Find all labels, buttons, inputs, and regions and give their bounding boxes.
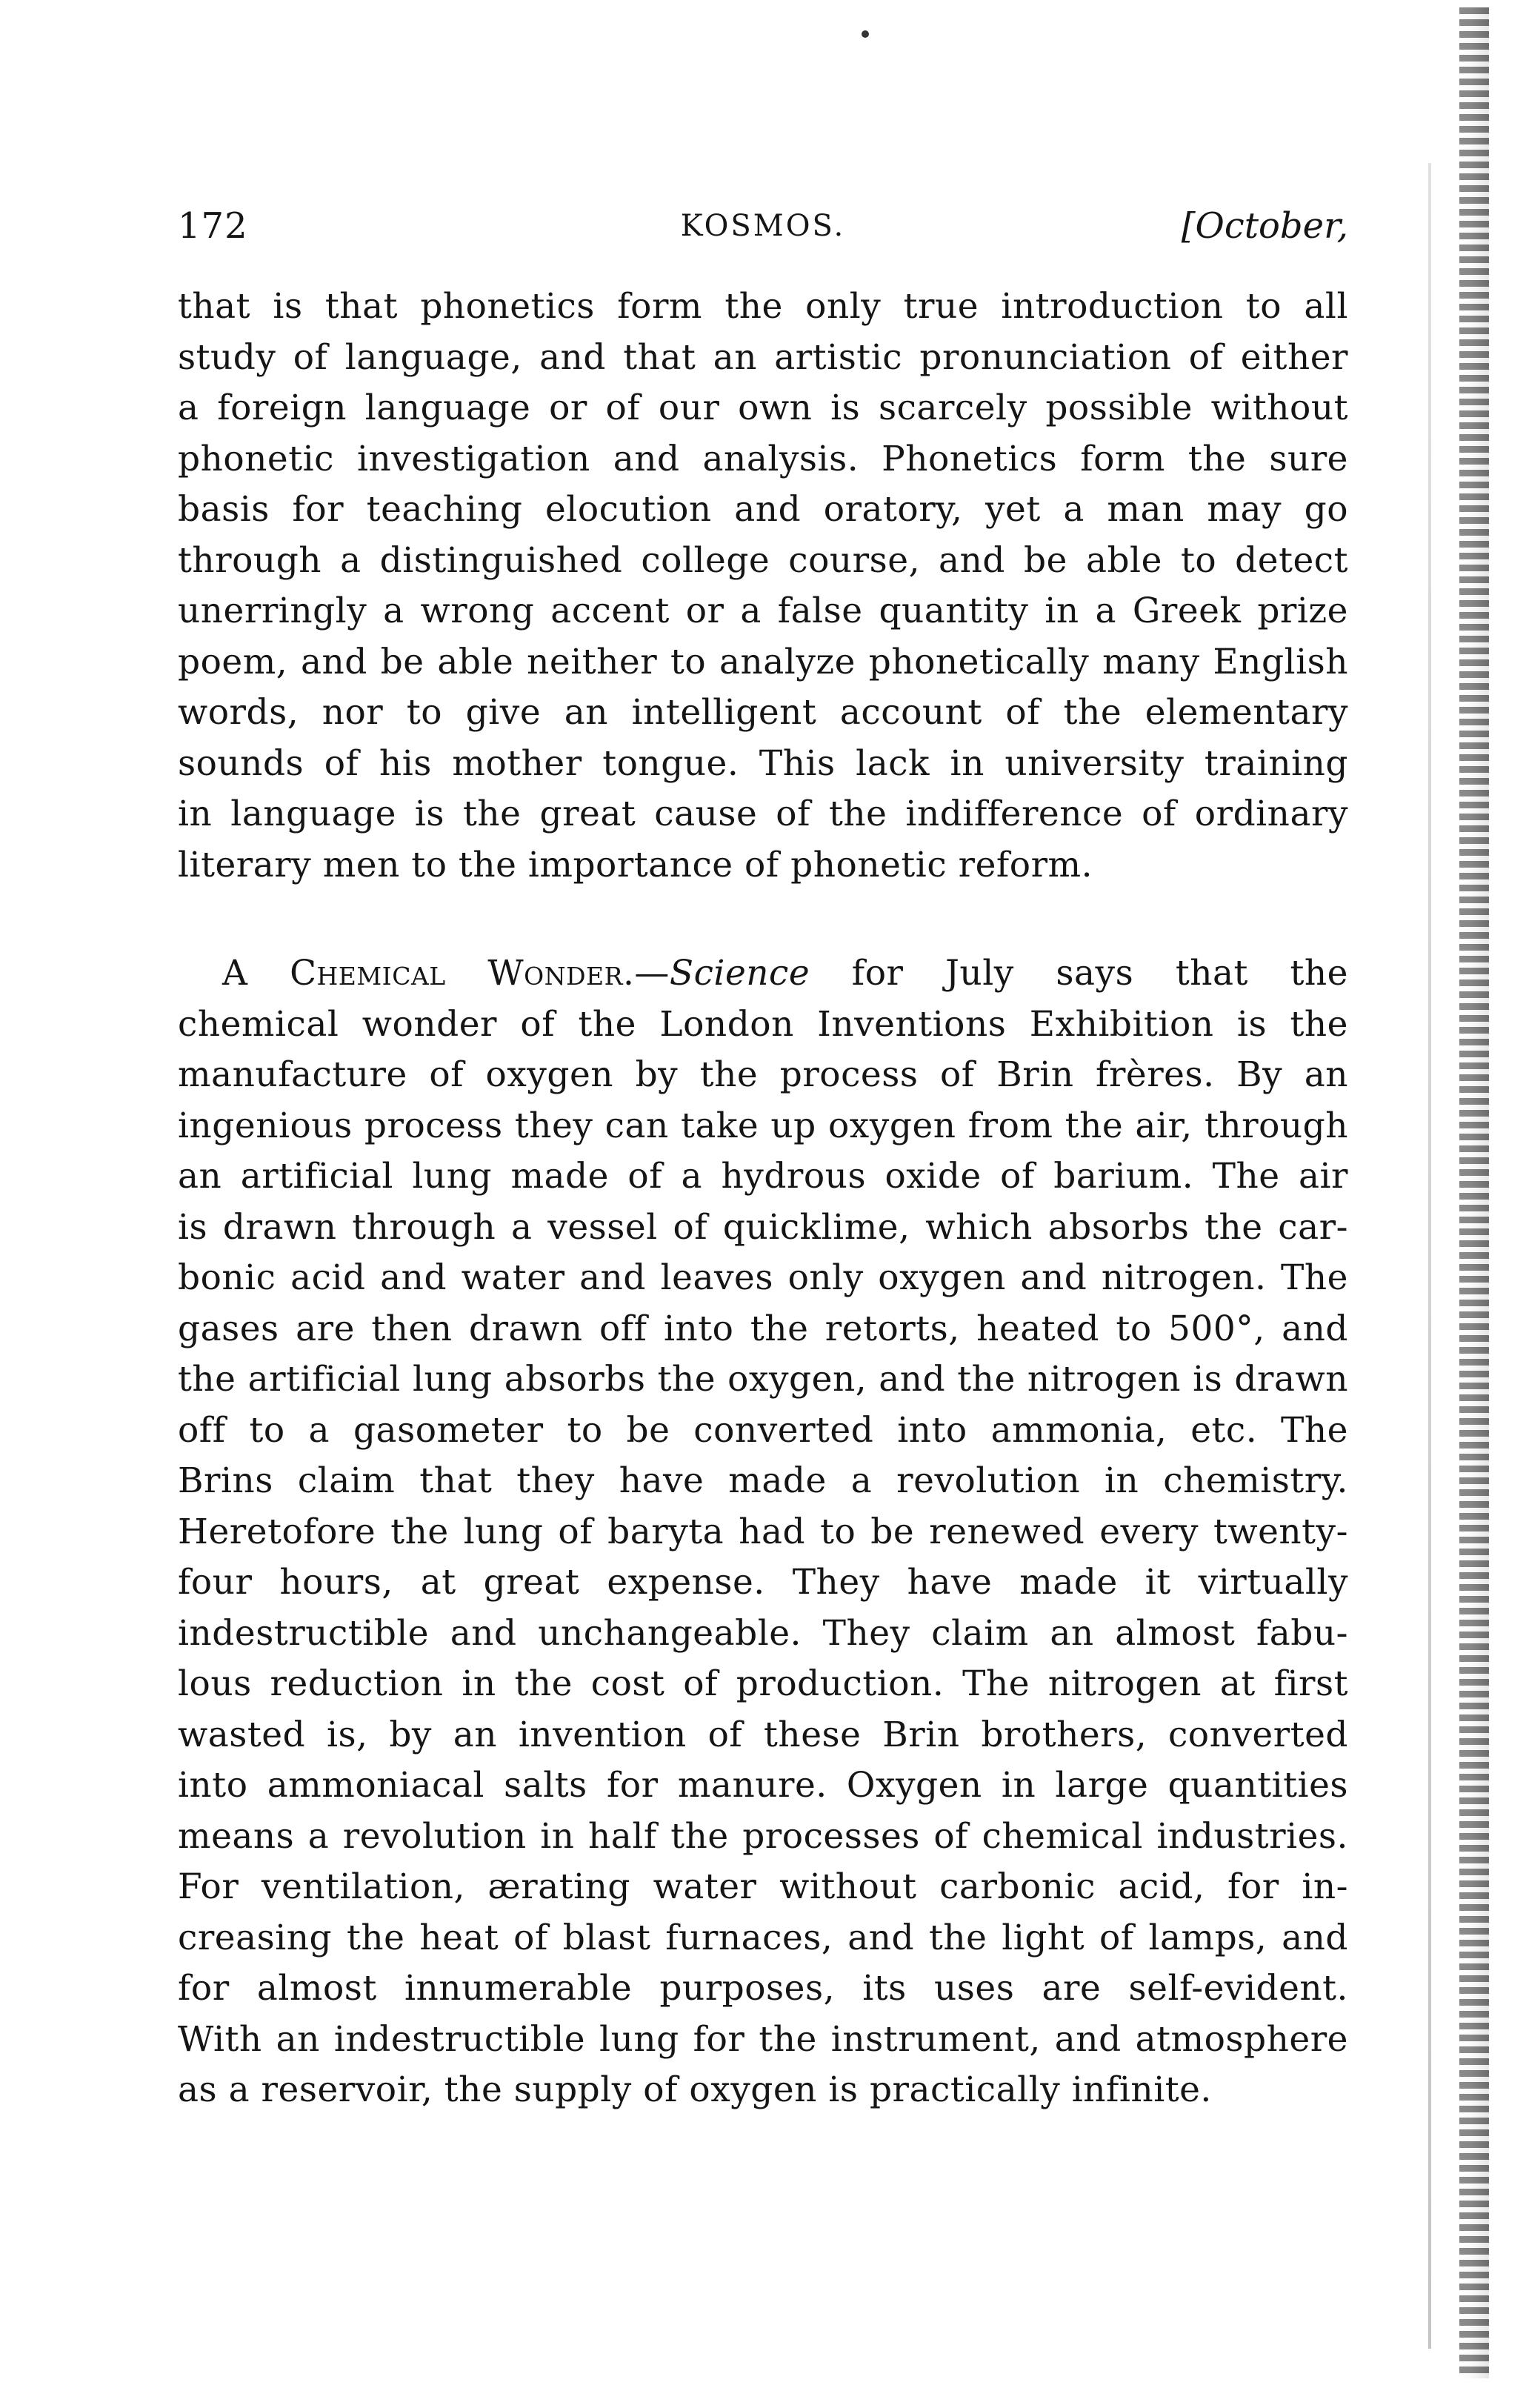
text-line: basis for teaching elocution and oratory, yet a man may go [178,489,1348,530]
text-line: bonic acid and water and leaves only oxygen and nitrogen. The [178,1257,1348,1298]
running-month: [October, [1181,205,1348,247]
text-line: For ventilation, ærating water without carbonic acid, for in- [178,1866,1348,1907]
text-line: creasing the heat of blast furnaces, and the light of lamps, and [178,1917,1348,1958]
text-line: means a revolution in half the processes of chemical industries. [178,1815,1348,1857]
text-line: through a distinguished college course, and be able to detect [178,539,1348,581]
text-line: Heretofore the lung of baryta had to be renewed every twenty- [178,1511,1348,1552]
text-line: gases are then drawn off into the retorts, heated to 500°, and [178,1308,1348,1349]
page-number: 172 [178,205,248,247]
first-line-rest: for July says that the [810,953,1348,994]
text-line: for almost innumerable purposes, its uses are self-evident. [178,1968,1348,2009]
text-line: unerringly a wrong accent or a false quantity in a Greek prize [178,591,1348,631]
text-line: off to a gasometer to be converted into ammonia, etc. The [178,1409,1348,1451]
text-line: sounds of his mother tongue. This lack in university training [178,742,1348,784]
section-heading: A Chemical Wonder. [222,953,635,994]
em-dash: — [634,953,670,994]
print-speck [862,30,869,38]
text-line: indestructible and unchangeable. They claim an almost fabu- [178,1612,1348,1654]
text-line: phonetic investigation and analysis. Phonetics form the sure [178,438,1348,479]
text-line: wasted is, by an invention of these Brin brothers, converted [178,1714,1348,1755]
text-line: is drawn through a vessel of quicklime, which absorbs the car- [178,1206,1348,1248]
text-line: poem, and be able neither to analyze phonetically many English [178,641,1348,682]
text-line: the artificial lung absorbs the oxygen, and the nitrogen is drawn [178,1359,1348,1400]
text-line: Brins claim that they have made a revolution in chemistry. [178,1460,1348,1501]
journal-title: Science [669,953,810,994]
text-line-first [178,948,1348,1000]
text-line: manufacture of oxygen by the process of Brin frères. By an [178,1054,1348,1095]
text-line: ingenious process they can take up oxygen from the air, through [178,1105,1348,1146]
text-line: lous reduction in the cost of production. The nitrogen at first [178,1663,1348,1704]
text-line: into ammoniacal salts for manure. Oxygen in large quantities [178,1765,1348,1806]
text-line: With an indestructible lung for the instrument, and atmosphere [178,2018,1348,2060]
page-header [178,200,1348,252]
page-binding-edge [1459,7,1489,2378]
text-line: chemical wonder of the London Inventions Exhibition is the [178,1003,1348,1045]
text-line: a foreign language or of our own is scarcely possible without [178,388,1348,428]
page-shadow-line [1428,163,1431,2349]
running-title: KOSMOS. [680,209,846,243]
text-line: study of language, and that an artistic pronunciation of either [178,336,1348,378]
text-line: four hours, at great expense. They have made it virtually [178,1562,1348,1603]
text-line: that is that phonetics form the only true introduction to all [178,286,1348,327]
paragraph-chemical-wonder [178,948,1348,2116]
text-line: as a reservoir, the supply of oxygen is practically infinite. [178,2069,1212,2110]
paragraph-phonetics [178,282,1348,891]
text-line: an artificial lung made of a hydrous oxide of barium. The air [178,1156,1348,1197]
text-line: words, nor to give an intelligent account of the elementary [178,692,1348,733]
text-line: in language is the great cause of the indifference of ordinary [178,794,1348,834]
text-line: literary men to the importance of phonetic reform. [178,844,1093,885]
